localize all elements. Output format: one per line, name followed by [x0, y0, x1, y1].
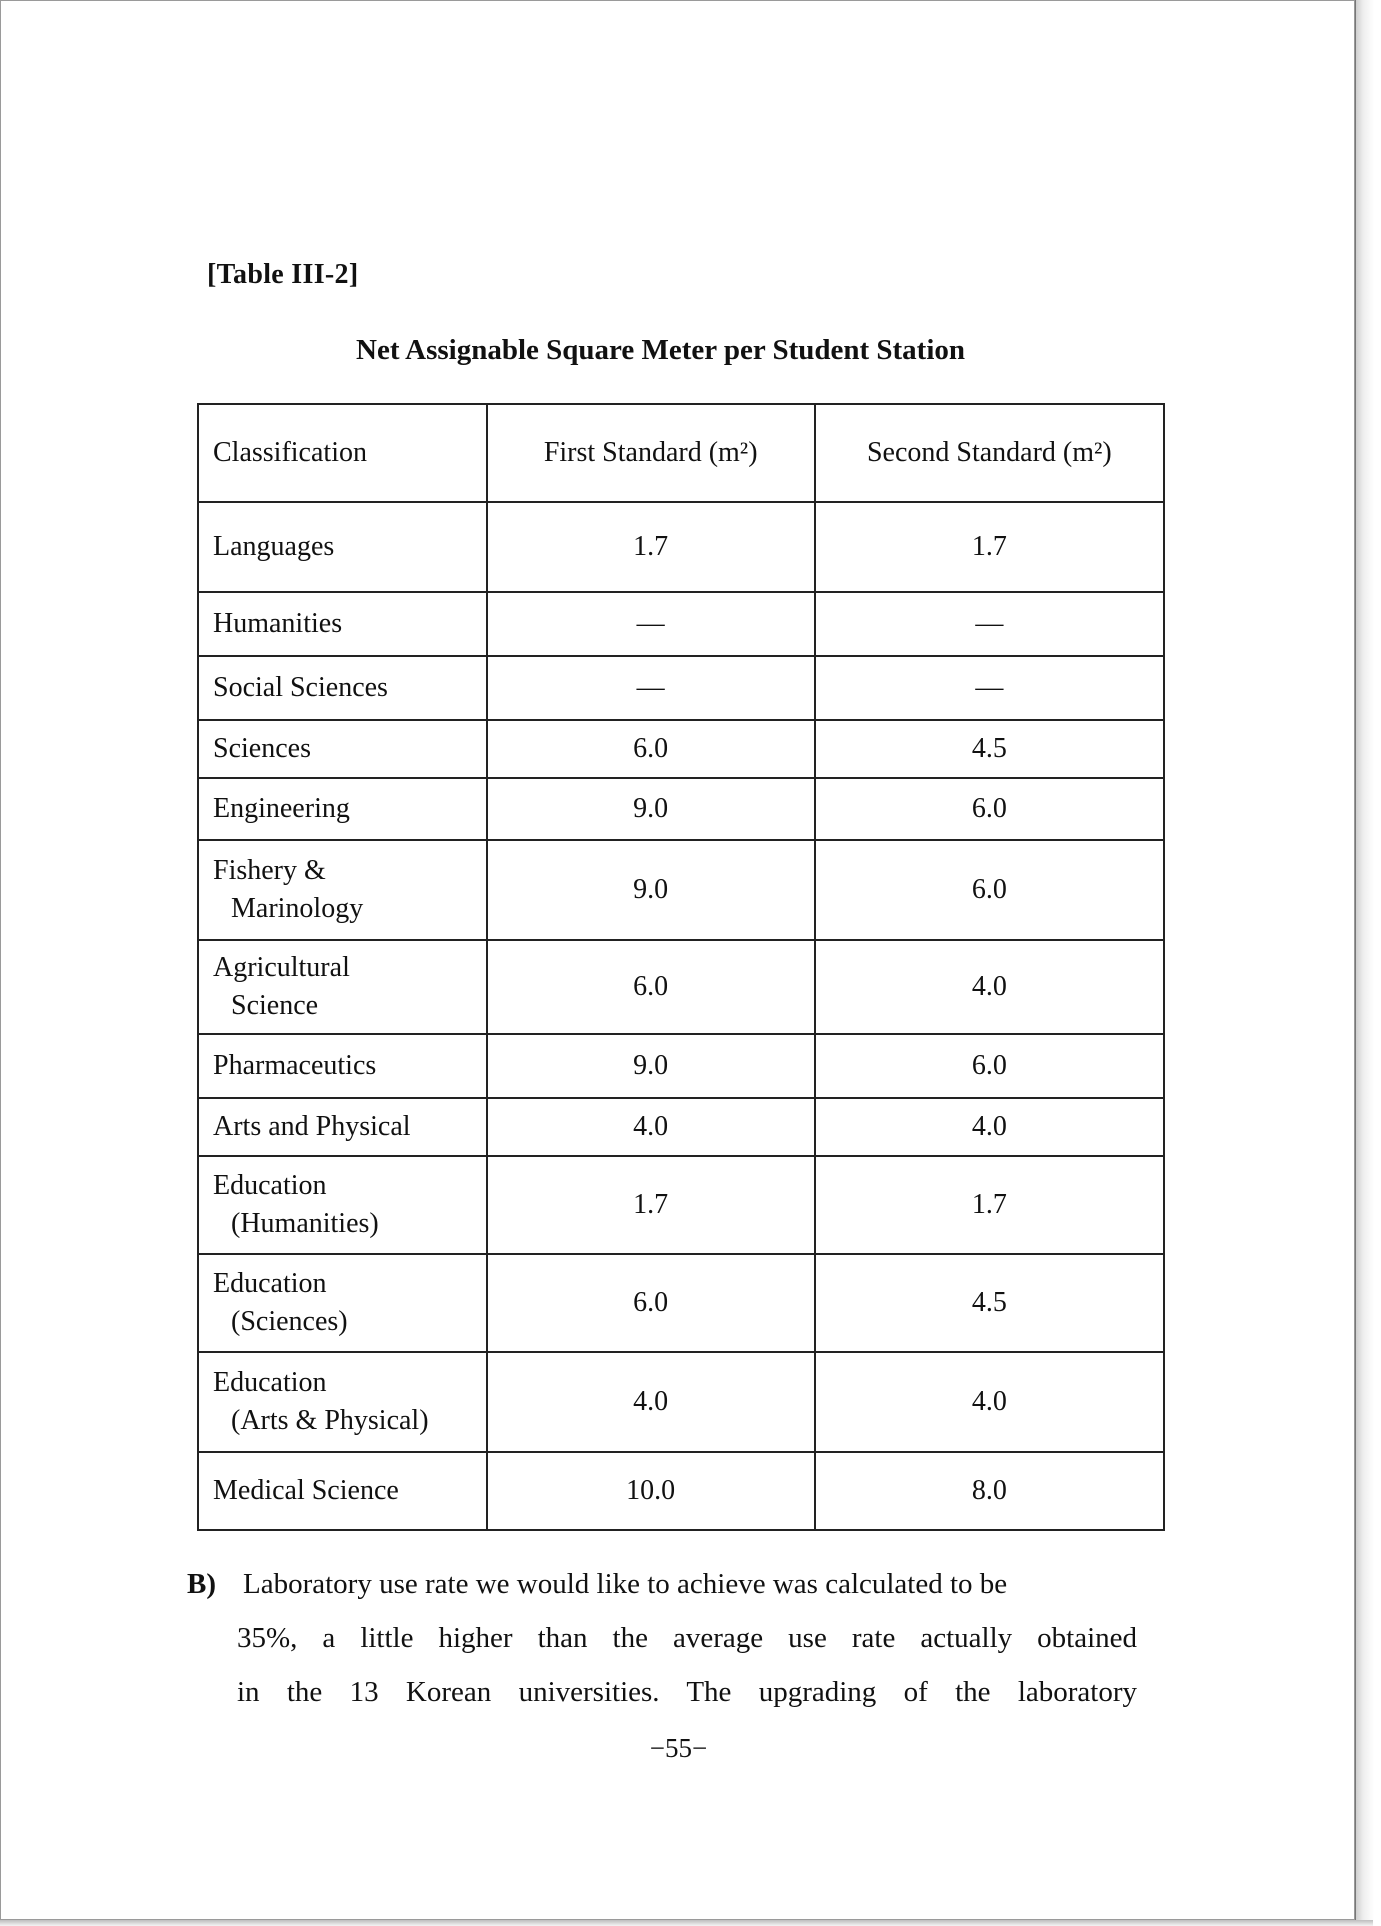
cell-first-standard: 6.0 [487, 1254, 815, 1352]
paragraph-marker: B) [187, 1568, 216, 1600]
table-row [198, 656, 1164, 720]
classification-line-2: (Sciences) [231, 1306, 348, 1337]
cell-second-standard: 4.0 [815, 1352, 1164, 1452]
cell-second-standard: — [815, 592, 1164, 656]
cell-classification [198, 1352, 487, 1452]
classification-line-1: Education [213, 1170, 327, 1201]
cell-first-standard: 1.7 [487, 502, 815, 592]
table-row [198, 1098, 1164, 1156]
paragraph-line-1 [187, 1557, 1137, 1611]
cell-first-standard: 9.0 [487, 1034, 815, 1098]
header-second-standard-label: Second Standard (m²) [866, 437, 1112, 468]
cell-first-standard: 4.0 [487, 1352, 815, 1452]
classification-line-1: Arts and Physical [213, 1111, 411, 1142]
classification-line-1: Agricultural [213, 952, 350, 983]
classification-line-1: Sciences [213, 733, 311, 764]
classification-line-1: Pharmaceutics [213, 1050, 377, 1081]
paragraph-line-3: in the 13 Korean universities. The upgrading of the laboratory [237, 1676, 1137, 1708]
classification-line-2: Science [231, 990, 319, 1021]
table-row [198, 502, 1164, 592]
table-row [198, 720, 1164, 778]
page-number: −55− [649, 1733, 708, 1763]
classification-line-1: Fishery & [213, 855, 326, 886]
table-row [198, 940, 1164, 1034]
classification-line-1: Humanities [213, 608, 343, 639]
page-edge-bottom [0, 1920, 1373, 1926]
cell-second-standard: 6.0 [815, 840, 1164, 940]
cell-classification [198, 1098, 487, 1156]
cell-second-standard: 4.5 [815, 1254, 1164, 1352]
cell-second-standard: 4.0 [815, 1098, 1164, 1156]
cell-second-standard: 6.0 [815, 1034, 1164, 1098]
cell-classification [198, 502, 487, 592]
cell-classification [198, 778, 487, 840]
cell-classification [198, 940, 487, 1034]
header-first-standard-label: First Standard (m²) [543, 437, 758, 468]
cell-first-standard: 4.0 [487, 1098, 815, 1156]
table-header-row [198, 404, 1164, 502]
cell-first-standard: 10.0 [487, 1452, 815, 1530]
cell-classification [198, 592, 487, 656]
cell-second-standard: 4.0 [815, 940, 1164, 1034]
cell-second-standard: — [815, 656, 1164, 720]
cell-classification [198, 656, 487, 720]
cell-first-standard: 9.0 [487, 778, 815, 840]
cell-second-standard: 4.5 [815, 720, 1164, 778]
classification-line-1: Social Sciences [213, 672, 388, 703]
header-classification-label: Classification [213, 437, 367, 468]
cell-first-standard: 6.0 [487, 720, 815, 778]
standards-table [197, 403, 1165, 1531]
cell-first-standard: — [487, 592, 815, 656]
classification-line-2: (Humanities) [231, 1208, 379, 1239]
classification-line-1: Education [213, 1367, 327, 1398]
classification-line-1: Engineering [213, 793, 350, 824]
classification-line-1: Medical Science [213, 1475, 399, 1506]
table-title: Net Assignable Square Meter per Student Station [356, 334, 966, 366]
cell-first-standard: — [487, 656, 815, 720]
classification-line-1: Languages [213, 531, 335, 562]
cell-first-standard: 9.0 [487, 840, 815, 940]
cell-classification [198, 1156, 487, 1254]
classification-line-2: Marinology [231, 893, 364, 924]
table-row [198, 1034, 1164, 1098]
cell-classification [198, 1254, 487, 1352]
table-label: [Table III-2] [207, 259, 359, 290]
cell-second-standard: 1.7 [815, 502, 1164, 592]
classification-line-1: Education [213, 1268, 327, 1299]
paragraph-line-1-text: Laboratory use rate we would like to achieve was calculated to be [243, 1568, 1008, 1600]
cell-second-standard: 6.0 [815, 778, 1164, 840]
header-first-standard [487, 404, 815, 502]
cell-second-standard: 8.0 [815, 1452, 1164, 1530]
page-edge-right [1355, 0, 1374, 1926]
table-row [198, 840, 1164, 940]
paragraph-line-2: 35%, a little higher than the average use rate actually obtained [237, 1622, 1137, 1654]
cell-second-standard: 1.7 [815, 1156, 1164, 1254]
table-row [198, 1352, 1164, 1452]
paragraph-b [187, 1557, 1137, 1719]
table-row [198, 1156, 1164, 1254]
cell-classification [198, 720, 487, 778]
cell-classification [198, 1452, 487, 1530]
cell-classification [198, 840, 487, 940]
table-row [198, 592, 1164, 656]
cell-classification [198, 1034, 487, 1098]
table-row [198, 778, 1164, 840]
cell-first-standard: 6.0 [487, 940, 815, 1034]
table-row [198, 1452, 1164, 1530]
table-body [198, 502, 1164, 1530]
header-second-standard [815, 404, 1164, 502]
classification-line-2: (Arts & Physical) [231, 1405, 429, 1436]
table-row [198, 1254, 1164, 1352]
header-classification [198, 404, 487, 502]
cell-first-standard: 1.7 [487, 1156, 815, 1254]
